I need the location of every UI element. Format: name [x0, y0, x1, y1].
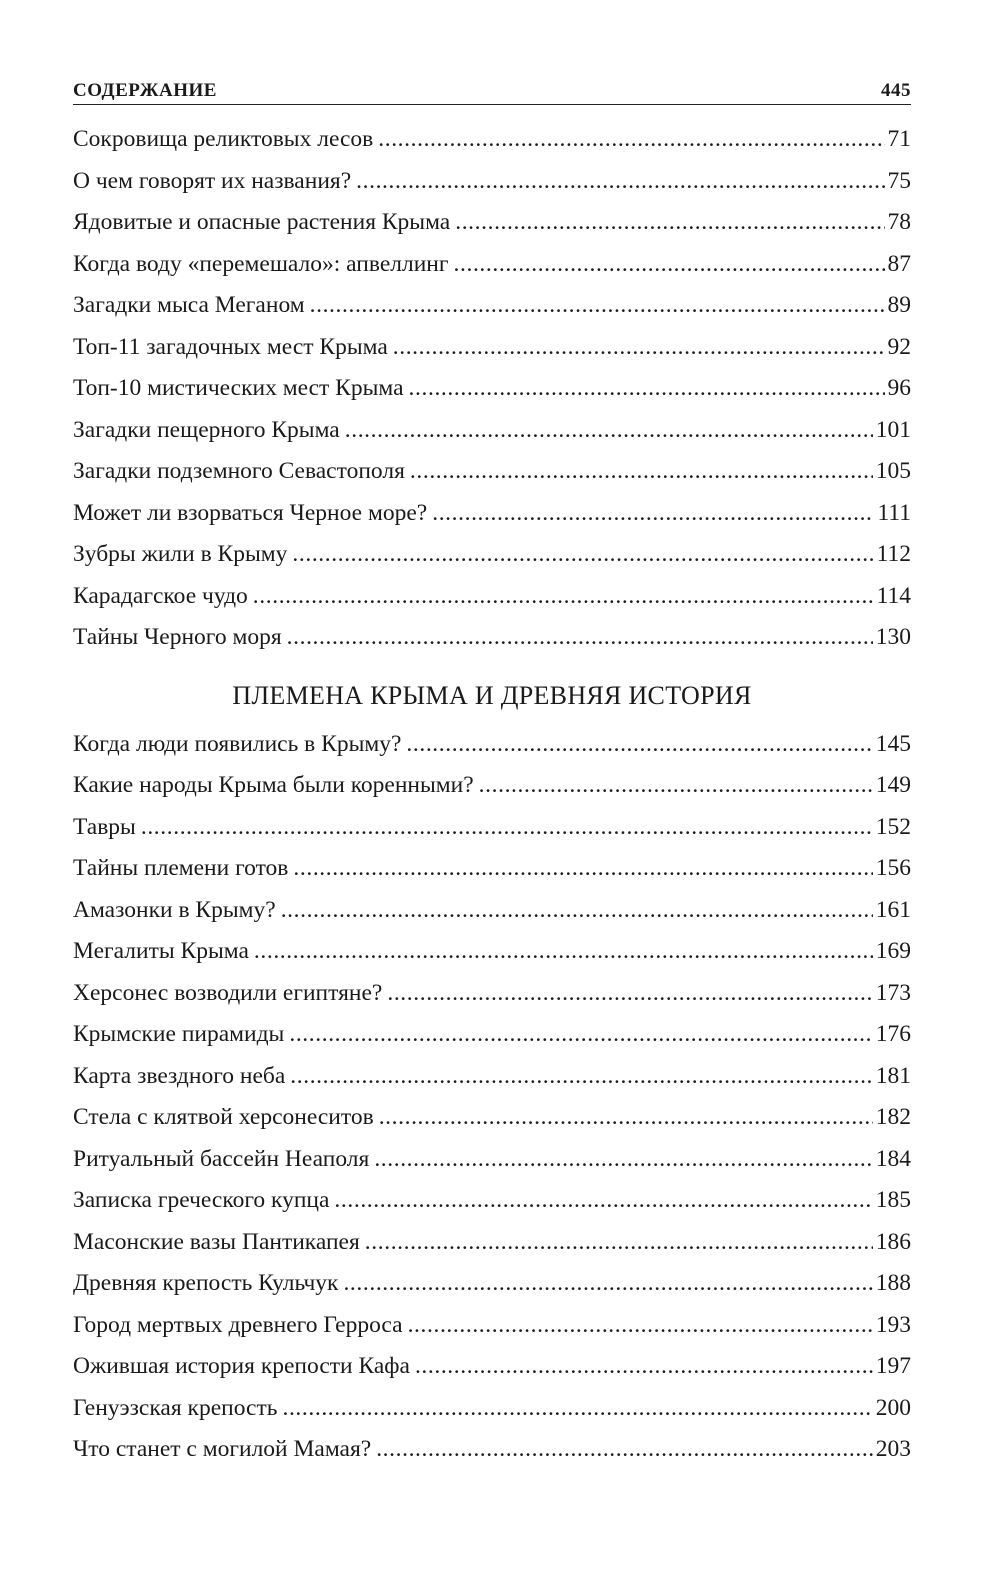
toc-dot-leader — [345, 410, 873, 452]
toc-entry — [73, 493, 911, 535]
toc-entry — [73, 848, 911, 890]
toc-entry-title: Ожившая история крепости Кафа — [73, 1353, 410, 1379]
toc-entry — [73, 617, 911, 659]
toc-entry-page: 145 — [875, 730, 911, 757]
toc-dot-leader — [365, 1222, 873, 1264]
toc-dot-leader — [376, 1429, 873, 1471]
toc-entry-page: 184 — [875, 1145, 911, 1172]
toc-entry-page: 176 — [875, 1021, 911, 1047]
toc-entry-title: Топ-11 загадочных мест Крыма — [73, 333, 388, 360]
toc-dot-leader — [334, 1180, 872, 1222]
toc-entry-title: Загадки подземного Севастополя — [73, 458, 405, 484]
toc-dot-leader — [406, 724, 872, 766]
toc-dot-leader — [393, 327, 885, 369]
toc-entry-title: Город мертвых древнего Герроса — [73, 1311, 403, 1338]
toc-entry-title: Загадки пещерного Крыма — [73, 416, 340, 443]
toc-entry — [73, 1097, 911, 1139]
toc-entry-title: Масонские вазы Пантикапея — [73, 1228, 360, 1255]
toc-entry-page: 152 — [875, 813, 911, 840]
toc-entry — [73, 1139, 911, 1181]
toc-entry — [73, 534, 911, 576]
toc-entry-page: 75 — [887, 167, 911, 194]
toc-entry-title: Карадагское чудо — [73, 582, 248, 609]
toc-entry-title: Ритуальный бассейн Неаполя — [73, 1145, 370, 1172]
toc-dot-leader — [409, 368, 885, 410]
header-title: СОДЕРЖАНИЕ — [73, 80, 217, 101]
toc-dot-leader — [410, 451, 873, 493]
toc-entry-title: Загадки мыса Меганом — [73, 292, 305, 318]
toc-entry — [73, 765, 911, 807]
toc-entry-title: Генуэзская крепость — [73, 1394, 278, 1421]
toc-entry-title: Тайны племени готов — [73, 855, 289, 881]
toc-entry-title: Мегалиты Крыма — [73, 938, 249, 964]
toc-entry-title: Херсонес возводили египтяне? — [73, 979, 383, 1006]
toc-dot-leader — [415, 1346, 873, 1388]
toc-entry-page: 181 — [875, 1062, 911, 1089]
toc-entry — [73, 1429, 911, 1471]
toc-entry-title: Тайны Черного моря — [73, 624, 282, 650]
toc-entry-title: Сокровища реликтовых лесов — [73, 126, 374, 152]
toc-dot-leader — [374, 1139, 872, 1181]
toc-entry-page: 101 — [875, 416, 911, 443]
toc-entry-page: 173 — [875, 979, 911, 1006]
toc-entry-page: 105 — [875, 458, 911, 484]
toc-entry-page: 203 — [875, 1436, 911, 1462]
toc-dot-leader — [432, 493, 874, 535]
toc-entry-title: Амазонки в Крыму? — [73, 896, 276, 923]
toc-entry-page: 87 — [887, 250, 911, 277]
toc-entry-page: 186 — [875, 1228, 911, 1255]
toc-entry-title: Карта звездного неба — [73, 1062, 286, 1089]
toc-entry-title: Топ-10 мистических мест Крыма — [73, 375, 404, 401]
running-header — [73, 72, 911, 102]
toc-entry — [73, 1014, 911, 1056]
toc-entry-page: 78 — [887, 209, 911, 235]
toc-entry-page: 156 — [875, 855, 911, 881]
book-page — [73, 72, 911, 1471]
toc-entry — [73, 890, 911, 932]
header-page-number: 445 — [881, 80, 911, 101]
toc-dot-leader — [292, 534, 873, 576]
toc-entry — [73, 1056, 911, 1098]
toc-entry-page: 200 — [875, 1394, 911, 1421]
toc-entry — [73, 931, 911, 973]
section-heading: ПЛЕМЕНА КРЫМА И ДРЕВНЯЯ ИСТОРИЯ — [232, 680, 752, 710]
toc-entry-page: 161 — [875, 896, 911, 923]
toc-list-part2 — [73, 724, 911, 1471]
toc-entry-page: 193 — [875, 1311, 911, 1338]
toc-entry-page: 182 — [875, 1104, 911, 1130]
toc-dot-leader — [378, 119, 884, 161]
toc-entry-title: Крымские пирамиды — [73, 1021, 285, 1047]
toc-dot-leader — [254, 931, 873, 973]
toc-entry — [73, 202, 911, 244]
toc-dot-leader — [343, 1263, 872, 1305]
toc-dot-leader — [479, 765, 873, 807]
toc-entry-title: Что станет с могилой Мамая? — [73, 1436, 372, 1462]
toc-entry — [73, 368, 911, 410]
toc-entry — [73, 1346, 911, 1388]
toc-entry-title: Когда люди появились в Крыму? — [73, 730, 402, 757]
toc-entry — [73, 327, 911, 369]
toc-entry-page: 169 — [875, 938, 911, 964]
toc-entry-title: Древняя крепость Кульчук — [73, 1270, 339, 1296]
toc-entry — [73, 244, 911, 286]
toc-dot-leader — [387, 973, 872, 1015]
toc-dot-leader — [408, 1305, 873, 1347]
toc-entry-page: 92 — [887, 333, 911, 360]
toc-entry — [73, 1222, 911, 1264]
toc-entry — [73, 724, 911, 766]
toc-entry-page: 197 — [875, 1353, 911, 1379]
toc-dot-leader — [282, 1388, 872, 1430]
toc-entry-title: Может ли взорваться Черное море? — [73, 499, 428, 526]
toc-dot-leader — [253, 576, 874, 618]
toc-entry — [73, 161, 911, 203]
toc-entry — [73, 807, 911, 849]
toc-dot-leader — [287, 617, 873, 659]
toc-entry-page: 149 — [875, 772, 911, 798]
toc-dot-leader — [379, 1097, 873, 1139]
toc-entry — [73, 410, 911, 452]
toc-dot-leader — [310, 285, 885, 327]
toc-entry-page: 112 — [876, 541, 911, 567]
toc-entry-title: Какие народы Крыма были коренными? — [73, 772, 474, 798]
toc-entry-page: 96 — [887, 375, 911, 401]
toc-entry — [73, 1263, 911, 1305]
toc-dot-leader — [454, 244, 885, 286]
toc-entry — [73, 973, 911, 1015]
toc-entry — [73, 1180, 911, 1222]
toc-entry-title: Когда воду «перемешало»: апвеллинг — [73, 250, 449, 277]
toc-dot-leader — [289, 1014, 872, 1056]
header-rule — [73, 104, 911, 105]
toc-dot-leader — [356, 161, 884, 203]
toc-entry-page: 188 — [875, 1270, 911, 1296]
toc-entry-page: 185 — [875, 1187, 911, 1213]
toc-entry — [73, 451, 911, 493]
toc-entry-title: О чем говорят их названия? — [73, 167, 352, 194]
toc-entry-title: Тавры — [73, 813, 136, 840]
toc-dot-leader — [141, 807, 873, 849]
toc-entry-page: 111 — [877, 499, 911, 526]
toc-entry-title: Ядовитые и опасные растения Крыма — [73, 209, 451, 235]
toc-entry — [73, 119, 911, 161]
toc-list-part1 — [73, 119, 911, 659]
toc-entry-page: 89 — [887, 292, 911, 318]
toc-entry — [73, 285, 911, 327]
toc-dot-leader — [293, 848, 872, 890]
toc-entry-title: Зубры жили в Крыму — [73, 541, 288, 567]
toc-dot-leader — [290, 1056, 872, 1098]
toc-entry-title: Стела с клятвой херсонеситов — [73, 1104, 374, 1130]
toc-entry-page: 71 — [887, 126, 911, 152]
toc-entry-page: 130 — [875, 624, 911, 650]
toc-entry-title: Записка греческого купца — [73, 1187, 330, 1213]
toc-dot-leader — [281, 890, 873, 932]
toc-entry — [73, 1305, 911, 1347]
toc-entry — [73, 1388, 911, 1430]
toc-entry-page: 114 — [876, 582, 911, 609]
toc-dot-leader — [455, 202, 884, 244]
toc-entry — [73, 576, 911, 618]
